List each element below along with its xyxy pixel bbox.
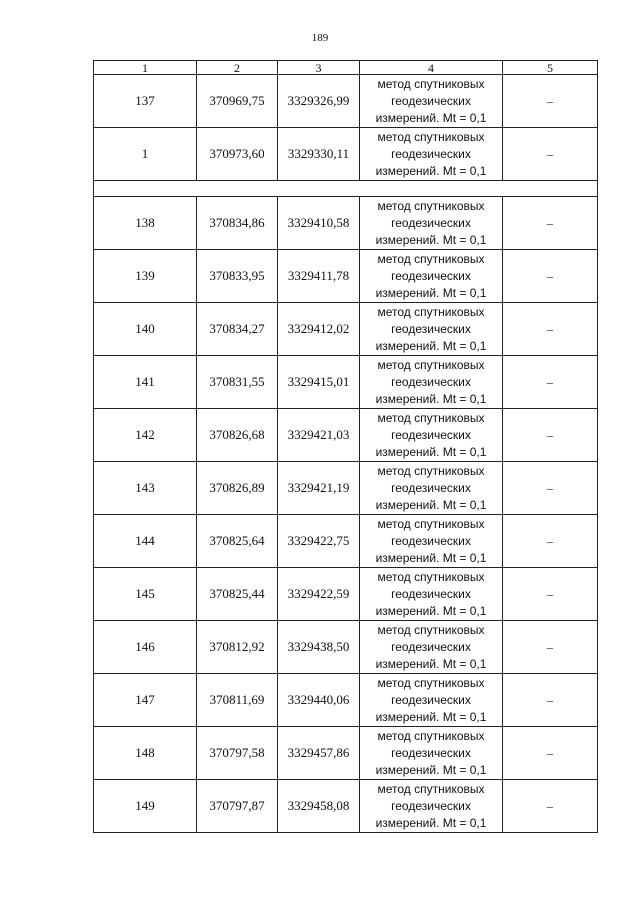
coord-y: 3329457,86 xyxy=(278,727,360,780)
coord-x: 370826,68 xyxy=(197,409,278,462)
coord-y: 3329422,75 xyxy=(278,515,360,568)
table-body-bottom xyxy=(94,197,598,833)
method-cell xyxy=(360,75,503,128)
coord-x: 370834,86 xyxy=(197,197,278,250)
table-row xyxy=(94,568,598,621)
method-line-1: метод спутниковых xyxy=(377,198,485,213)
method-line-1: метод спутниковых xyxy=(377,357,485,372)
point-number: 148 xyxy=(94,727,197,780)
coord-x: 370831,55 xyxy=(197,356,278,409)
column-5-value: – xyxy=(503,462,598,515)
method-line-2: геодезических xyxy=(391,215,471,230)
method-line-2: геодезических xyxy=(391,533,471,548)
coord-x: 370833,95 xyxy=(197,250,278,303)
point-number: 143 xyxy=(94,462,197,515)
table-row xyxy=(94,462,598,515)
table-row xyxy=(94,780,598,833)
method-line-2: геодезических xyxy=(391,586,471,601)
table-row xyxy=(94,674,598,727)
point-number: 1 xyxy=(94,128,197,181)
method-line-1: метод спутниковых xyxy=(377,569,485,584)
column-5-value: – xyxy=(503,250,598,303)
method-line-2: геодезических xyxy=(391,798,471,813)
method-line-2: геодезических xyxy=(391,146,471,161)
method-line-2: геодезических xyxy=(391,374,471,389)
coord-x: 370825,44 xyxy=(197,568,278,621)
method-line-3: измерений. Mt = 0,1 xyxy=(375,550,487,565)
method-line-2: геодезических xyxy=(391,93,471,108)
method-line-2: геодезических xyxy=(391,427,471,442)
method-line-3: измерений. Mt = 0,1 xyxy=(375,656,487,671)
table-row xyxy=(94,250,598,303)
coordinates-table xyxy=(93,60,598,833)
method-line-1: метод спутниковых xyxy=(377,781,485,796)
column-5-value: – xyxy=(503,75,598,128)
coord-y: 3329421,03 xyxy=(278,409,360,462)
method-line-2: геодезических xyxy=(391,639,471,654)
coord-x: 370834,27 xyxy=(197,303,278,356)
point-number: 146 xyxy=(94,621,197,674)
method-cell xyxy=(360,515,503,568)
method-line-1: метод спутниковых xyxy=(377,463,485,478)
method-line-2: геодезических xyxy=(391,745,471,760)
coord-y: 3329438,50 xyxy=(278,621,360,674)
coord-y: 3329410,58 xyxy=(278,197,360,250)
spacer-row xyxy=(94,181,598,197)
column-5-value: – xyxy=(503,409,598,462)
point-number: 137 xyxy=(94,75,197,128)
spacer-cell xyxy=(94,181,598,197)
method-line-1: метод спутниковых xyxy=(377,622,485,637)
method-line-3: измерений. Mt = 0,1 xyxy=(375,285,487,300)
method-line-3: измерений. Mt = 0,1 xyxy=(375,163,487,178)
table-row xyxy=(94,515,598,568)
table-row xyxy=(94,128,598,181)
table-row xyxy=(94,621,598,674)
column-header: 3 xyxy=(278,61,360,75)
method-line-3: измерений. Mt = 0,1 xyxy=(375,444,487,459)
method-line-3: измерений. Mt = 0,1 xyxy=(375,338,487,353)
column-5-value: – xyxy=(503,674,598,727)
column-header: 4 xyxy=(360,61,503,75)
method-cell xyxy=(360,674,503,727)
point-number: 140 xyxy=(94,303,197,356)
coord-y: 3329415,01 xyxy=(278,356,360,409)
coord-y: 3329326,99 xyxy=(278,75,360,128)
table-row xyxy=(94,356,598,409)
method-line-1: метод спутниковых xyxy=(377,675,485,690)
method-line-3: измерений. Mt = 0,1 xyxy=(375,709,487,724)
method-line-3: измерений. Mt = 0,1 xyxy=(375,232,487,247)
table-body-top xyxy=(94,75,598,181)
point-number: 145 xyxy=(94,568,197,621)
point-number: 139 xyxy=(94,250,197,303)
coord-y: 3329411,78 xyxy=(278,250,360,303)
method-line-3: измерений. Mt = 0,1 xyxy=(375,815,487,830)
coord-x: 370797,87 xyxy=(197,780,278,833)
method-cell xyxy=(360,568,503,621)
table-row xyxy=(94,197,598,250)
method-line-1: метод спутниковых xyxy=(377,129,485,144)
point-number: 138 xyxy=(94,197,197,250)
column-5-value: – xyxy=(503,621,598,674)
method-line-1: метод спутниковых xyxy=(377,516,485,531)
method-cell xyxy=(360,780,503,833)
table-row xyxy=(94,727,598,780)
coord-x: 370811,69 xyxy=(197,674,278,727)
point-number: 149 xyxy=(94,780,197,833)
table-row xyxy=(94,409,598,462)
column-5-value: – xyxy=(503,515,598,568)
method-cell xyxy=(360,128,503,181)
method-line-1: метод спутниковых xyxy=(377,410,485,425)
method-line-2: геодезических xyxy=(391,268,471,283)
coord-x: 370973,60 xyxy=(197,128,278,181)
point-number: 142 xyxy=(94,409,197,462)
method-cell xyxy=(360,621,503,674)
column-5-value: – xyxy=(503,780,598,833)
coord-x: 370812,92 xyxy=(197,621,278,674)
point-number: 144 xyxy=(94,515,197,568)
table-row xyxy=(94,303,598,356)
method-cell xyxy=(360,197,503,250)
column-5-value: – xyxy=(503,303,598,356)
column-5-value: – xyxy=(503,727,598,780)
table-row xyxy=(94,75,598,128)
column-header: 2 xyxy=(197,61,278,75)
method-line-3: измерений. Mt = 0,1 xyxy=(375,391,487,406)
method-line-3: измерений. Mt = 0,1 xyxy=(375,497,487,512)
column-5-value: – xyxy=(503,568,598,621)
coord-y: 3329330,11 xyxy=(278,128,360,181)
method-line-2: геодезических xyxy=(391,480,471,495)
method-line-3: измерений. Mt = 0,1 xyxy=(375,603,487,618)
coord-y: 3329421,19 xyxy=(278,462,360,515)
method-line-1: метод спутниковых xyxy=(377,304,485,319)
column-5-value: – xyxy=(503,128,598,181)
coord-x: 370826,89 xyxy=(197,462,278,515)
column-header: 5 xyxy=(503,61,598,75)
point-number: 141 xyxy=(94,356,197,409)
column-5-value: – xyxy=(503,356,598,409)
method-line-2: геодезических xyxy=(391,321,471,336)
method-cell xyxy=(360,250,503,303)
method-line-3: измерений. Mt = 0,1 xyxy=(375,110,487,125)
method-cell xyxy=(360,356,503,409)
method-cell xyxy=(360,303,503,356)
method-line-2: геодезических xyxy=(391,692,471,707)
method-line-1: метод спутниковых xyxy=(377,251,485,266)
method-line-1: метод спутниковых xyxy=(377,728,485,743)
column-5-value: – xyxy=(503,197,598,250)
table-header-row xyxy=(94,61,598,75)
method-line-1: метод спутниковых xyxy=(377,76,485,91)
coord-x: 370969,75 xyxy=(197,75,278,128)
coord-y: 3329440,06 xyxy=(278,674,360,727)
method-cell xyxy=(360,727,503,780)
column-header: 1 xyxy=(94,61,197,75)
coord-y: 3329458,08 xyxy=(278,780,360,833)
coord-x: 370825,64 xyxy=(197,515,278,568)
coord-y: 3329412,02 xyxy=(278,303,360,356)
method-line-3: измерений. Mt = 0,1 xyxy=(375,762,487,777)
method-cell xyxy=(360,409,503,462)
page-number: 189 xyxy=(311,32,329,44)
method-cell xyxy=(360,462,503,515)
coord-y: 3329422,59 xyxy=(278,568,360,621)
point-number: 147 xyxy=(94,674,197,727)
coord-x: 370797,58 xyxy=(197,727,278,780)
spacer-body xyxy=(94,181,598,197)
